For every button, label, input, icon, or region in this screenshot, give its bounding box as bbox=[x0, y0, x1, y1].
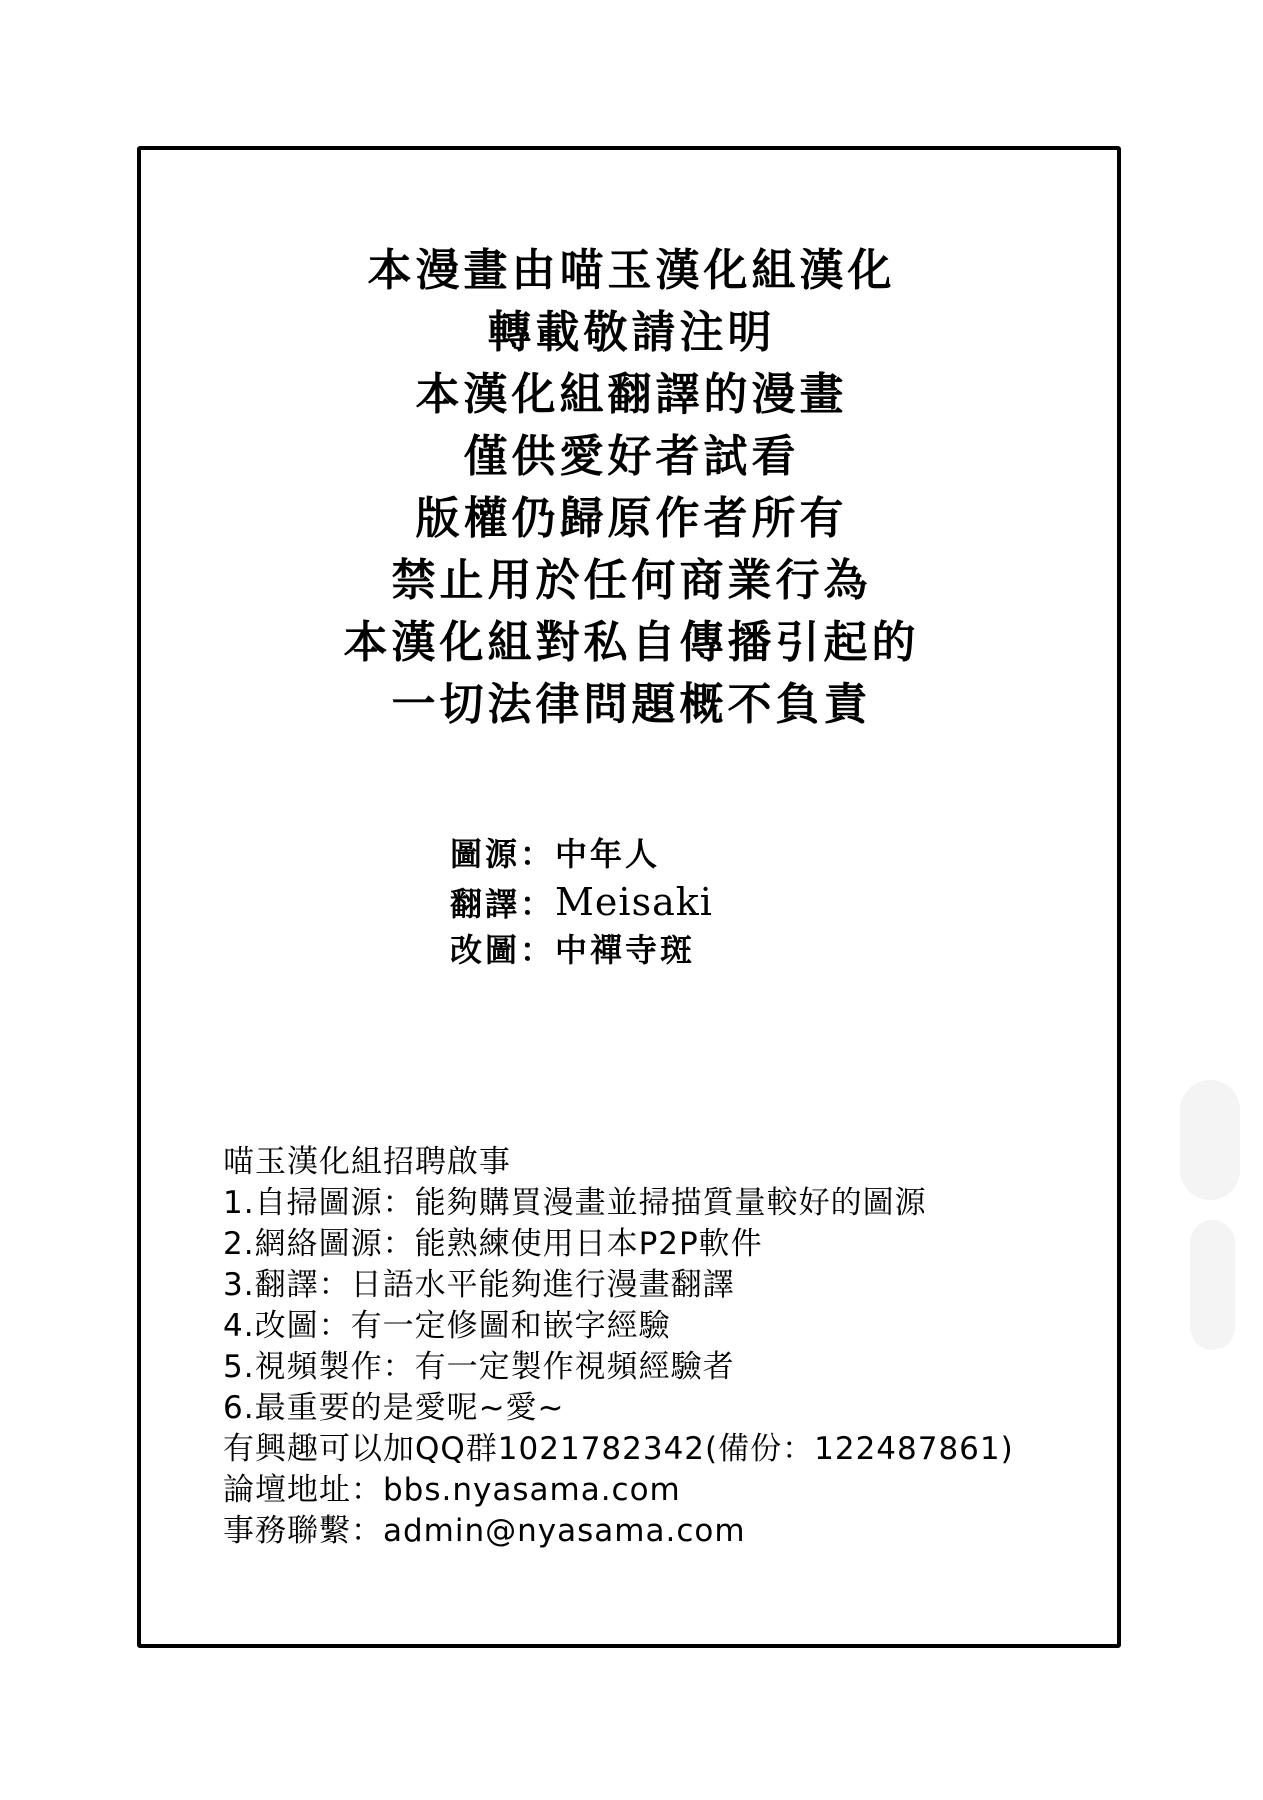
bleed-through-mark bbox=[1190, 1220, 1235, 1350]
notice-line: 轉載敬請注明 bbox=[487, 307, 776, 358]
recruit-item: 1.自掃圖源：能夠購買漫畫並掃描質量較好的圖源 bbox=[223, 1185, 927, 1221]
notice-line: 本漢化組翻譯的漫畫 bbox=[415, 369, 848, 420]
recruit-contact-email: 事務聯繫：admin@nyasama.com bbox=[223, 1513, 746, 1549]
credit-source-label: 圖源： bbox=[450, 835, 556, 873]
notice-line: 僅供愛好者試看 bbox=[463, 431, 800, 482]
recruit-item: 3.翻譯：日語水平能夠進行漫畫翻譯 bbox=[223, 1267, 735, 1303]
credit-translation-label: 翻譯： bbox=[450, 885, 556, 923]
credit-translation-value: Meisaki bbox=[555, 880, 713, 924]
notice-line: 本漫畫由喵玉漢化組漢化 bbox=[367, 245, 896, 296]
copyright-notice bbox=[0, 240, 1263, 736]
notice-line: 禁止用於任何商業行為 bbox=[391, 555, 872, 606]
notice-line: 版權仍歸原作者所有 bbox=[415, 493, 848, 544]
recruit-item: 6.最重要的是愛呢~愛~ bbox=[223, 1390, 565, 1426]
recruit-item: 5.視頻製作：有一定製作視頻經驗者 bbox=[223, 1349, 735, 1385]
credit-source bbox=[450, 830, 713, 878]
credit-edit bbox=[450, 926, 713, 974]
credit-translation bbox=[450, 878, 713, 926]
recruit-title: 喵玉漢化組招聘啟事 bbox=[223, 1144, 511, 1180]
notice-line: 本漢化組對私自傳播引起的 bbox=[343, 617, 920, 668]
bleed-through-mark bbox=[1180, 1080, 1240, 1200]
credits-block bbox=[450, 830, 713, 974]
credit-edit-value: 中禪寺斑 bbox=[555, 931, 696, 969]
notice-line: 一切法律問題概不負責 bbox=[391, 679, 872, 730]
credit-source-value: 中年人 bbox=[555, 835, 661, 873]
recruit-item: 4.改圖：有一定修圖和嵌字經驗 bbox=[223, 1308, 671, 1344]
recruitment-notice bbox=[223, 1142, 1014, 1552]
recruit-contact-forum: 論壇地址：bbs.nyasama.com bbox=[223, 1472, 681, 1508]
recruit-contact-qq: 有興趣可以加QQ群1021782342(備份：122487861) bbox=[223, 1431, 1014, 1467]
recruit-item: 2.網絡圖源：能熟練使用日本P2P軟件 bbox=[223, 1226, 763, 1262]
credit-edit-label: 改圖： bbox=[450, 931, 556, 969]
